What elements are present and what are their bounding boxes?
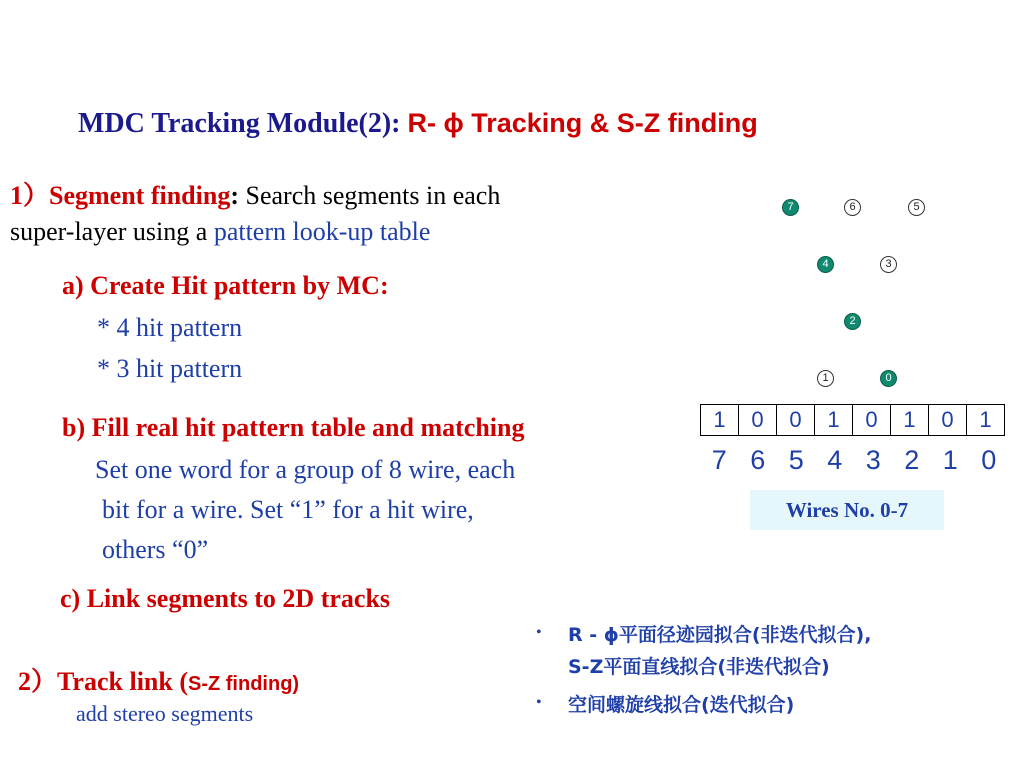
- sub-a-item-2: * 3 hit pattern: [97, 354, 243, 383]
- bullet-item-2: 空间螺旋线拟合(迭代拟合): [568, 694, 795, 716]
- bit-cell: 0: [777, 405, 815, 436]
- wire-number: 5: [788, 445, 804, 475]
- bullet-marker-2: •: [536, 694, 542, 711]
- wire-number: 2: [904, 445, 920, 475]
- sub-b-heading: b) Fill real hit pattern table and matching: [62, 413, 525, 442]
- wire-number: 3: [865, 445, 881, 475]
- bit-cell: 0: [853, 405, 891, 436]
- wire-7: 7: [782, 199, 799, 216]
- wire-6: 6: [844, 199, 861, 216]
- wire-3: 3: [880, 256, 897, 273]
- step1-colon: :: [230, 181, 239, 210]
- step2-heading-line: [18, 661, 299, 698]
- sub-c-heading: c) Link segments to 2D tracks: [60, 584, 391, 613]
- step1-line1: [10, 175, 500, 212]
- step1-heading: Segment finding: [49, 181, 231, 210]
- sub-a-item-1: * 4 hit pattern: [97, 313, 243, 342]
- wire-number: 4: [827, 445, 843, 475]
- sub-b-line-1: Set one word for a group of 8 wire, each: [95, 455, 516, 484]
- step2-sub: add stereo segments: [76, 701, 254, 726]
- sub-b-line-2: bit for a wire. Set “1” for a hit wire,: [102, 495, 474, 524]
- title-part1: MDC Tracking Module(2): [78, 108, 392, 139]
- bit-pattern-table: [700, 404, 1005, 436]
- bit-cell: 0: [739, 405, 777, 436]
- bit-row: [701, 405, 1005, 436]
- title-colon: :: [391, 108, 401, 139]
- bullet-marker-1: •: [536, 624, 542, 641]
- wires-number-label: Wires No. 0-7: [750, 490, 944, 530]
- wire-0: 0: [880, 370, 897, 387]
- bit-cell: 0: [929, 405, 967, 436]
- sub-b-line-3: others “0”: [102, 535, 209, 564]
- step1-text-line2: super-layer using a: [10, 217, 214, 246]
- title-part2: R- ϕ Tracking & S-Z finding: [407, 108, 758, 138]
- wire-4: 4: [817, 256, 834, 273]
- step2-heading-sans: S-Z finding: [188, 673, 293, 695]
- slide-title: [78, 108, 758, 140]
- step1-line2: [10, 217, 430, 247]
- wire-5: 5: [908, 199, 925, 216]
- sub-a-heading: a) Create Hit pattern by MC:: [62, 271, 389, 300]
- wire-number: 0: [981, 445, 997, 475]
- step1-text-blue: pattern look-up table: [213, 217, 431, 246]
- bit-cell: 1: [701, 405, 739, 436]
- step2-heading-close: ): [292, 673, 300, 695]
- wire-1: 1: [817, 370, 834, 387]
- step2-number: 2）: [18, 667, 58, 696]
- wire-2: 2: [844, 313, 861, 330]
- bit-cell: 1: [815, 405, 853, 436]
- step1-text-line1: Search segments in each: [239, 181, 501, 210]
- wire-number: 6: [750, 445, 766, 475]
- bit-cell: 1: [967, 405, 1005, 436]
- bit-cell: 1: [891, 405, 929, 436]
- wire-number: 1: [942, 445, 958, 475]
- bullet-item-1-line-2: S-Z平面直线拟合(非迭代拟合): [568, 656, 830, 678]
- wire-number-row: [700, 445, 1008, 476]
- wire-number: 7: [711, 445, 727, 475]
- step1-number: 1）: [10, 181, 50, 210]
- step2-heading: Track link (: [57, 667, 188, 696]
- bullet-item-1-line-1: R - ϕ平面径迹园拟合(非迭代拟合),: [568, 624, 872, 646]
